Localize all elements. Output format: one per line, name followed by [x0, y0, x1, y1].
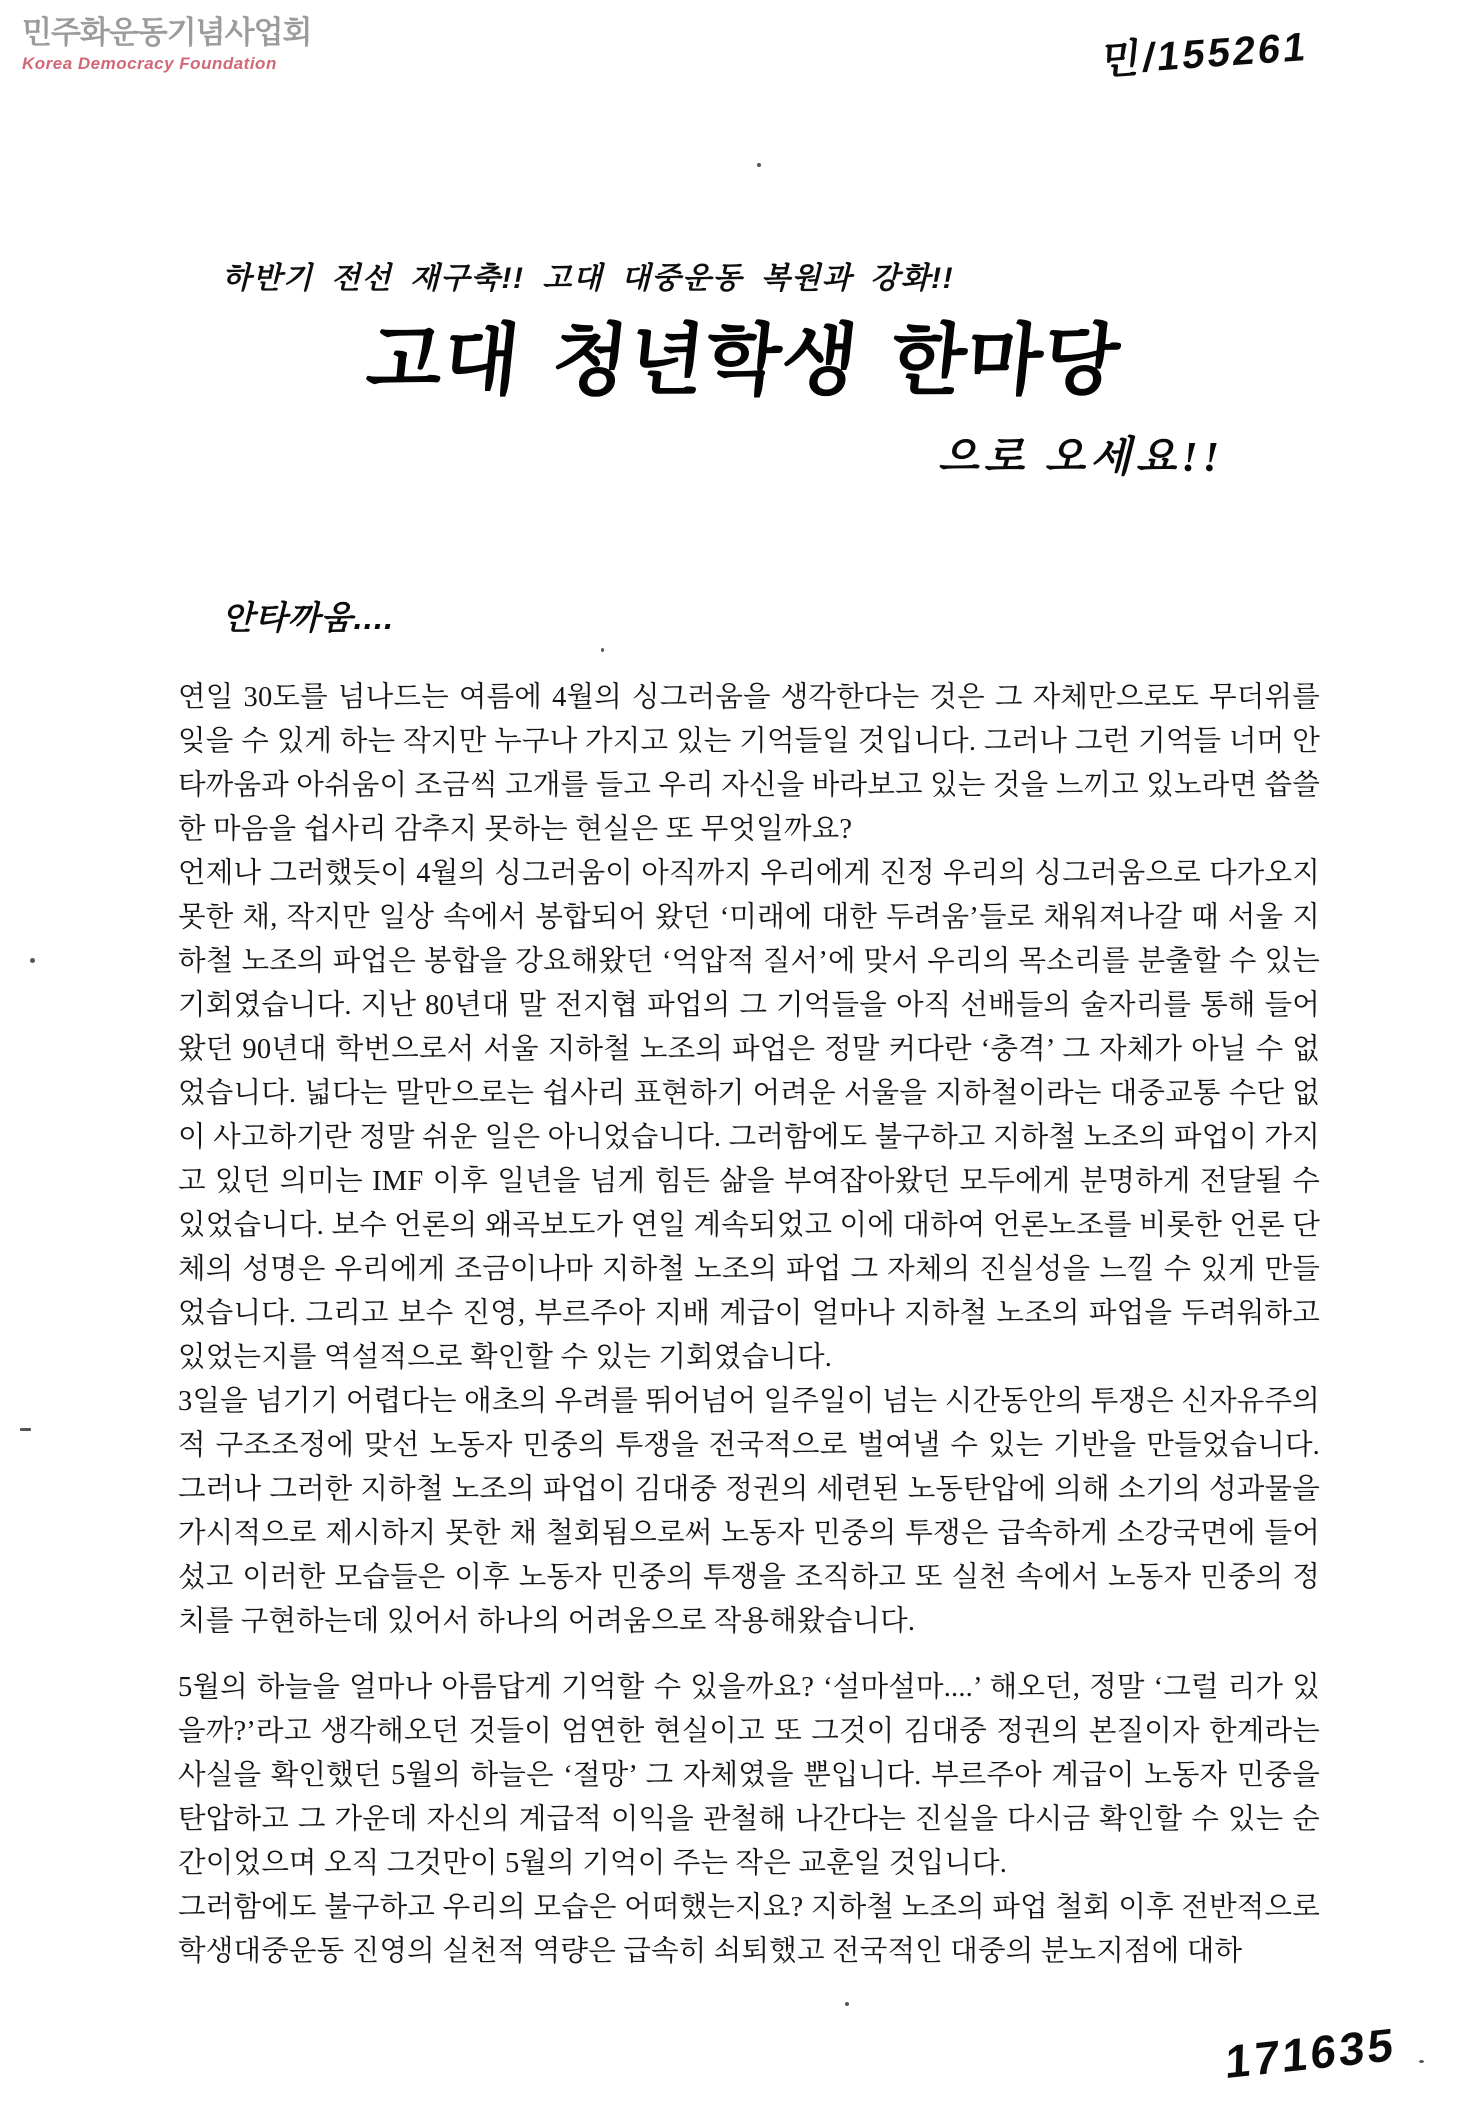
handwritten-archive-number-top: 민/155261 — [1099, 24, 1311, 84]
scan-speck — [30, 958, 35, 963]
section-heading: 안타까움.... — [222, 599, 395, 636]
kdf-logo — [22, 14, 311, 74]
body-paragraph-3: 3일을 넘기기 어렵다는 애초의 우려를 뛰어넘어 일주일이 넘는 시간동안의 투쟁은 신자유주의적 구조조정에 맞선 노동자 민중의 투쟁을 전국적으로 벌여낼 수 있는 기반을 만들었습니다. 그러나 그러한 지하철 노조의 파업이 김대중 정권의 세련된 노동탄압에 의해 소기의 성과물을 가시적으로 제시하지 못한 채 철회됨으로써 노동자 민중의 투쟁은 급속하게 소강국면에 들어섰고 이러한 모습들은 이후 노동자 민중의 투쟁을 조직하고 또 실천 속에서 노동자 민중의 정치를 구현하는데 있어서 하나의 어려움으로 작용해왔습니다. — [178, 1386, 1320, 1637]
flyer-title: 고대 청년학생 한마당 — [362, 316, 1125, 404]
scan-speck — [20, 1428, 31, 1431]
body-paragraph-4: 5월의 하늘을 얼마나 아름답게 기억할 수 있을까요? ‘설마설마....’ 해오던, 정말 ‘그럴 리가 있을까?’라고 생각해오던 것들이 엄연한 현실이고 또 그것이 김대중 정권의 본질이자 한계라는 사실을 확인했던 5월의 하늘은 ‘절망’ 그 자체였을 뿐입니다. 부르주아 계급이 노동자 민중을 탄압하고 그 가운데 자신의 계급적 이익을 관철해 나간다는 진실을 다시금 확인할 수 있는 순간이었으며 오직 그것만이 5월의 기억이 주는 작은 교훈일 것입니다. — [178, 1672, 1320, 1879]
scan-speck — [1419, 2060, 1424, 2063]
kdf-logo-korean-text: 민주화운동기념사업회 — [22, 15, 312, 50]
scan-speck — [601, 648, 604, 652]
body-paragraph-1: 연일 30도를 넘나드는 여름에 4월의 싱그러움을 생각한다는 것은 그 자체만으로도 무더위를 잊을 수 있게 하는 작지만 누구나 가지고 있는 기억들일 것입니다. 그러나 그런 기억들 너머 안타까움과 아쉬움이 조금씩 고개를 들고 우리 자신을 바라보고 있는 것을 느끼고 있노라면 씁쓸한 마음을 쉽사리 감추지 못하는 현실은 또 무엇일까요? — [178, 682, 1320, 845]
body-text — [178, 676, 1320, 1974]
scan-speck — [845, 2002, 849, 2006]
kdf-logo-english-text: Korea Democracy Foundation — [22, 54, 277, 74]
flyer-slogan: 하반기 전선 재구축!! 고대 대중운동 복원과 강화!! — [222, 262, 955, 295]
body-paragraph-2: 언제나 그러했듯이 4월의 싱그러움이 아직까지 우리에게 진정 우리의 싱그러움으로 다가오지 못한 채, 작지만 일상 속에서 봉합되어 왔던 ‘미래에 대한 두려움’들로 채워져나갈 때 서울 지하철 노조의 파업은 봉합을 강요해왔던 ‘억압적 질서’에 맞서 우리의 목소리를 분출할 수 있는 기회였습니다. 지난 80년대 말 전지협 파업의 그 기억들을 아직 선배들의 술자리를 통해 들어왔던 90년대 학번으로서 서울 지하철 노조의 파업은 정말 커다란 ‘충격’ 그 자체가 아닐 수 없었습니다. 넓다는 말만으로는 쉽사리 표현하기 어려운 서울을 지하철이라는 대중교통 수단 없이 사고하기란 정말 쉬운 일은 아니었습니다. 그러함에도 불구하고 지하철 노조의 파업이 가지고 있던 의미는 IMF 이후 일년을 넘게 힘든 삶을 부여잡아왔던 모두에게 분명하게 전달될 수 있었습니다. 보수 언론의 왜곡보도가 연일 계속되었고 이에 대하여 언론노조를 비롯한 언론 단체의 성명은 우리에게 조금이나마 지하철 노조의 파업 그 자체의 진실성을 느낄 수 있게 만들었습니다. 그리고 보수 진영, 부르주아 지배 계급이 얼마나 지하철 노조의 파업을 두려워하고 있었는지를 역설적으로 확인할 수 있는 기회였습니다. — [178, 858, 1320, 1373]
body-paragraph-5: 그러함에도 불구하고 우리의 모습은 어떠했는지요? 지하철 노조의 파업 철회 이후 전반적으로 학생대중운동 진영의 실천적 역량은 급속히 쇠퇴했고 전국적인 대중의 분노지점에 대하 — [178, 1892, 1320, 1967]
flyer-subtitle: 으로 오세요!! — [938, 435, 1225, 481]
scan-speck — [757, 163, 761, 167]
handwritten-archive-number-bottom: 171635 — [1224, 2017, 1397, 2089]
